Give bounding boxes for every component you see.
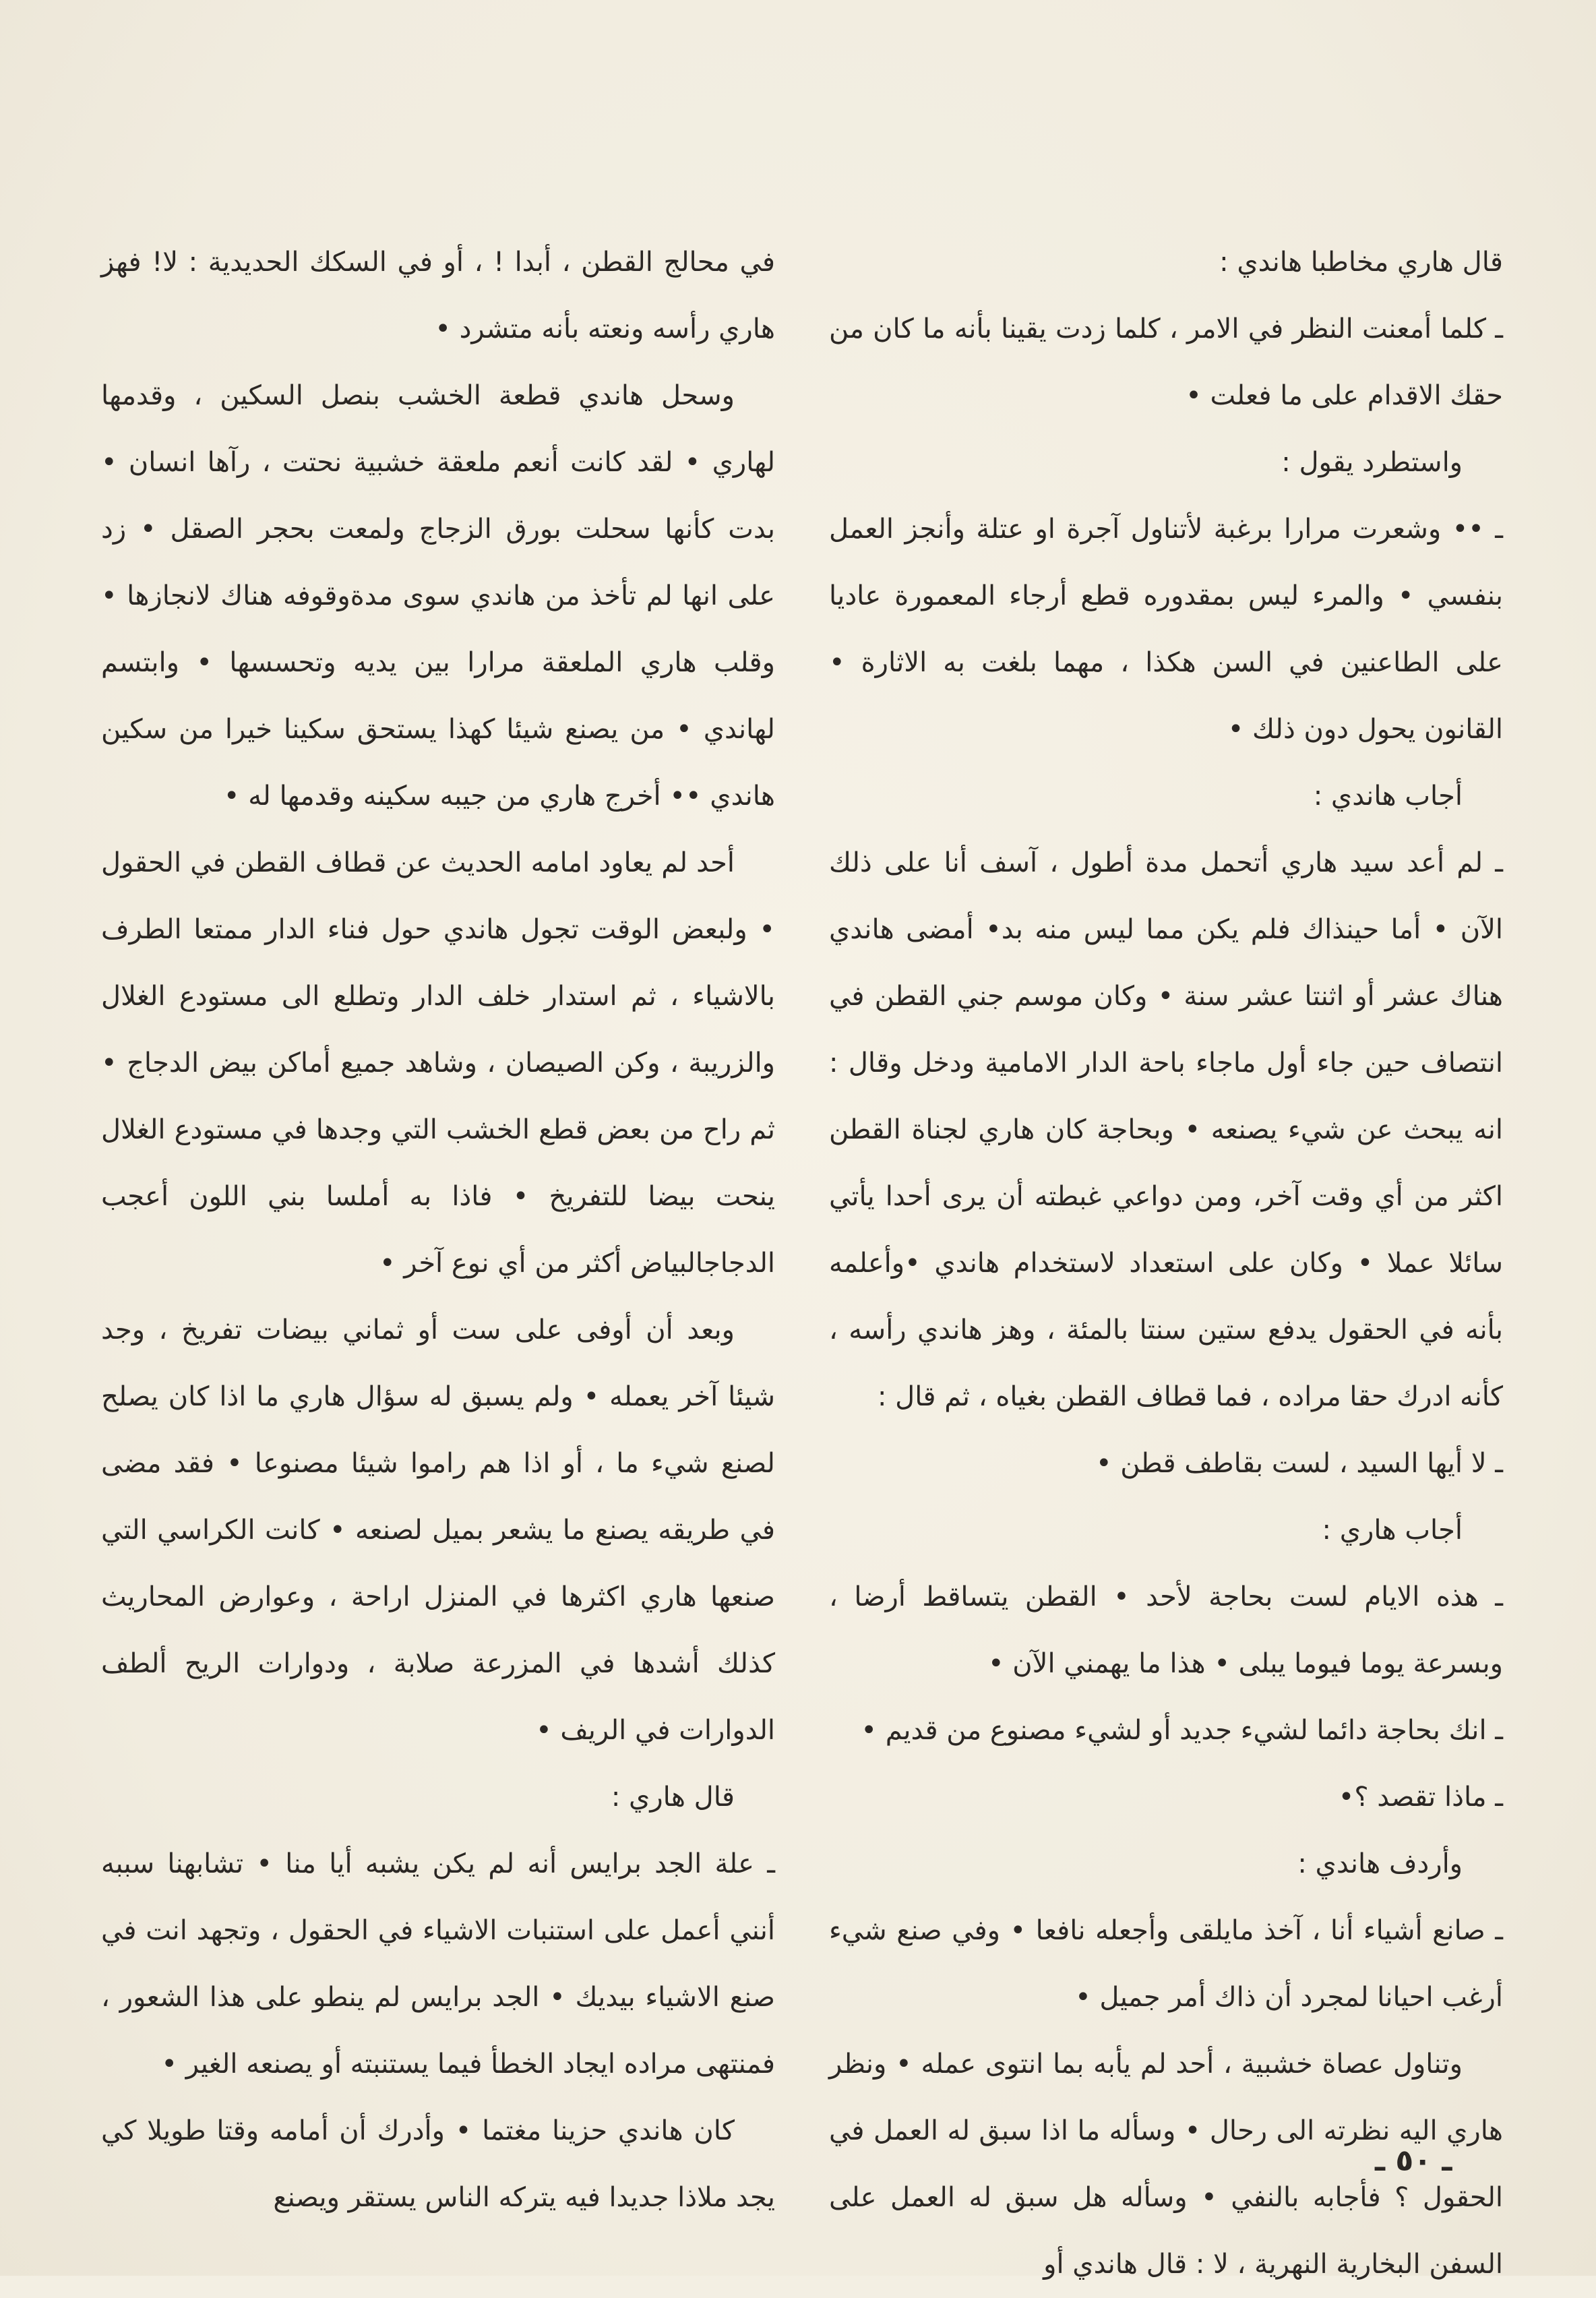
paragraph: وبعد أن أوفى على ست أو ثماني بيضات تفريخ ، وجد شيئا آخر يعمله • ولم يسبق له سؤال هاري ما اذا كان يصلح لصنع شيء ما ، أو اذا هم راموا شيئا مصنوعا • فقد مضى في طريقه يصنع ما يشعر بميل لصنعه • كانت الكراسي التي صنعها هاري اكثرها في المنزل اراحة ، وعوارض المحاريث كذلك أشدها في المزرعة صلابة ، ودوارات الريح ألطف الدوارات في الريف • [101, 1314, 775, 1746]
paragraph: ـ هذه الايام لست بحاجة لأحد • القطن يتساقط أرضا ، وبسرعة يوما فيوما يبلى • هذا ما يهمني الآن • [829, 1581, 1503, 1679]
paragraph: واستطرد يقول : [1281, 447, 1463, 478]
paragraph: وتناول عصاة خشبية ، أحد لم يأبه بما انتوى عمله • ونظر هاري اليه نظرته الى رحال • وسأله ما اذا سبق له العمل في الحقول ؟ فأجابه بالنفي • وسأله هل سبق له العمل على السفن البخارية النهرية ، لا : قال هاندي أو [829, 2049, 1503, 2280]
paragraph: قال هاري مخاطبا هاندي : [1219, 247, 1503, 278]
text-column-left [101, 229, 775, 2213]
paragraph: وسحل هاندي قطعة الخشب بنصل السكين ، وقدمها لهاري • لقد كانت أنعم ملعقة خشبية نحتت ، رآها انسان • بدت كأنها سحلت بورق الزجاج ولمعت بحجر الصقل • زد على انها لم تأخذ من هاندي سوى مدةوقوفه هناك لانجازها • وقلب هاري الملعقة مرارا بين يديه وتحسسها • وابتسم لهاندي • من يصنع شيئا كهذا يستحق سكينا خيرا من سكين هاندي •• أخرج هاري من جيبه سكينه وقدمها له • [101, 380, 775, 812]
paragraph: ـ ماذا تقصد ؟• [1338, 1782, 1503, 1813]
paragraph: ـ لم أعد سيد هاري أتحمل مدة أطول ، آسف أنا على ذلك الآن • أما حينذاك فلم يكن مما ليس منه بد• أمضى هاندي هناك عشر أو اثنتا عشر سنة • وكان موسم جني القطن في انتصاف حين جاء أول ماجاء باحة الدار الامامية ودخل وقال : انه يبحث عن شيء يصنعه • وبحاجة كان هاري لجناة القطن اكثر من أي وقت آخر، ومن دواعي غبطته أن يرى أحدا يأتي سائلا عملا • وكان على استعداد لاستخدام هاندي •وأعلمه بأنه في الحقول يدفع ستين سنتا بالمئة ، وهز هاندي رأسه ، كأنه ادرك حقا مراده ، فما قطاف القطن بغياه ، ثم قال : [829, 847, 1503, 1412]
paragraph: قال هاري : [611, 1782, 735, 1813]
page-number: ـ ٥٠ ـ [1375, 2144, 1452, 2178]
paragraph: ـ •• وشعرت مرارا برغبة لأتناول آجرة او عتلة وأنجز العمل بنفسي • والمرء ليس بمقدوره قطع أرجاء المعمورة عاديا على الطاعنين في السن هكذا ، مهما بلغت به الاثارة • القانون يحول دون ذلك • [829, 514, 1503, 745]
paragraph: ـ علة الجد برايس أنه لم يكن يشبه أيا منا • تشابهنا سببه أنني أعمل على استنبات الاشياء في الحقول ، وتجهد انت في صنع الاشياء بيديك • الجد برايس لم ينطو على هذا الشعور ، فمنتهى مراده ايجاد الخطأ فيما يستنبته أو يصنعه الغير • [101, 1848, 775, 2080]
paragraph: ـ انك بحاجة دائما لشيء جديد أو لشيء مصنوع من قديم • [861, 1715, 1503, 1746]
paragraph: ـ لا أيها السيد ، لست بقاطف قطن • [1095, 1448, 1503, 1479]
paragraph: أحد لم يعاود امامه الحديث عن قطاف القطن في الحقول • ولبعض الوقت تجول هاندي حول فناء الدار ممتعا الطرف بالاشياء ، ثم استدار خلف الدار وتطلع الى مستودع الغلال والزريبة ، وكن الصيصان ، وشاهد جميع أماكن بيض الدجاج • ثم راح من بعض قطع الخشب التي وجدها في مستودع الغلال ينحت بيضا للتفريخ • فاذا به أملسا بني اللون أعجب الدجاجالبياض أكثر من أي نوع آخر • [101, 847, 775, 1279]
paragraph: ـ كلما أمعنت النظر في الامر ، كلما زدت يقينا بأنه ما كان من حقك الاقدام على ما فعلت • [829, 313, 1503, 411]
paragraph: كان هاندي حزينا مغتما • وأدرك أن أمامه وقتا طويلا كي يجد ملاذا جديدا فيه يتركه الناس يستقر ويصنع [101, 2115, 775, 2213]
paragraph: وأردف هاندي : [1297, 1848, 1463, 1879]
text-column-right [829, 229, 1503, 2280]
paragraph: ـ صانع أشياء أنا ، آخذ مايلقى وأجعله نافعا • وفي صنع شيء أرغب احيانا لمجرد أن ذاك أمر جميل • [829, 1915, 1503, 2013]
paragraph: أجاب هاندي : [1313, 781, 1463, 812]
paragraph: في محالج القطن ، أبدا ! ، أو في السكك الحديدية : لا! فهز هاري رأسه ونعته بأنه متشرد • [101, 247, 775, 344]
paragraph: أجاب هاري : [1322, 1515, 1463, 1546]
